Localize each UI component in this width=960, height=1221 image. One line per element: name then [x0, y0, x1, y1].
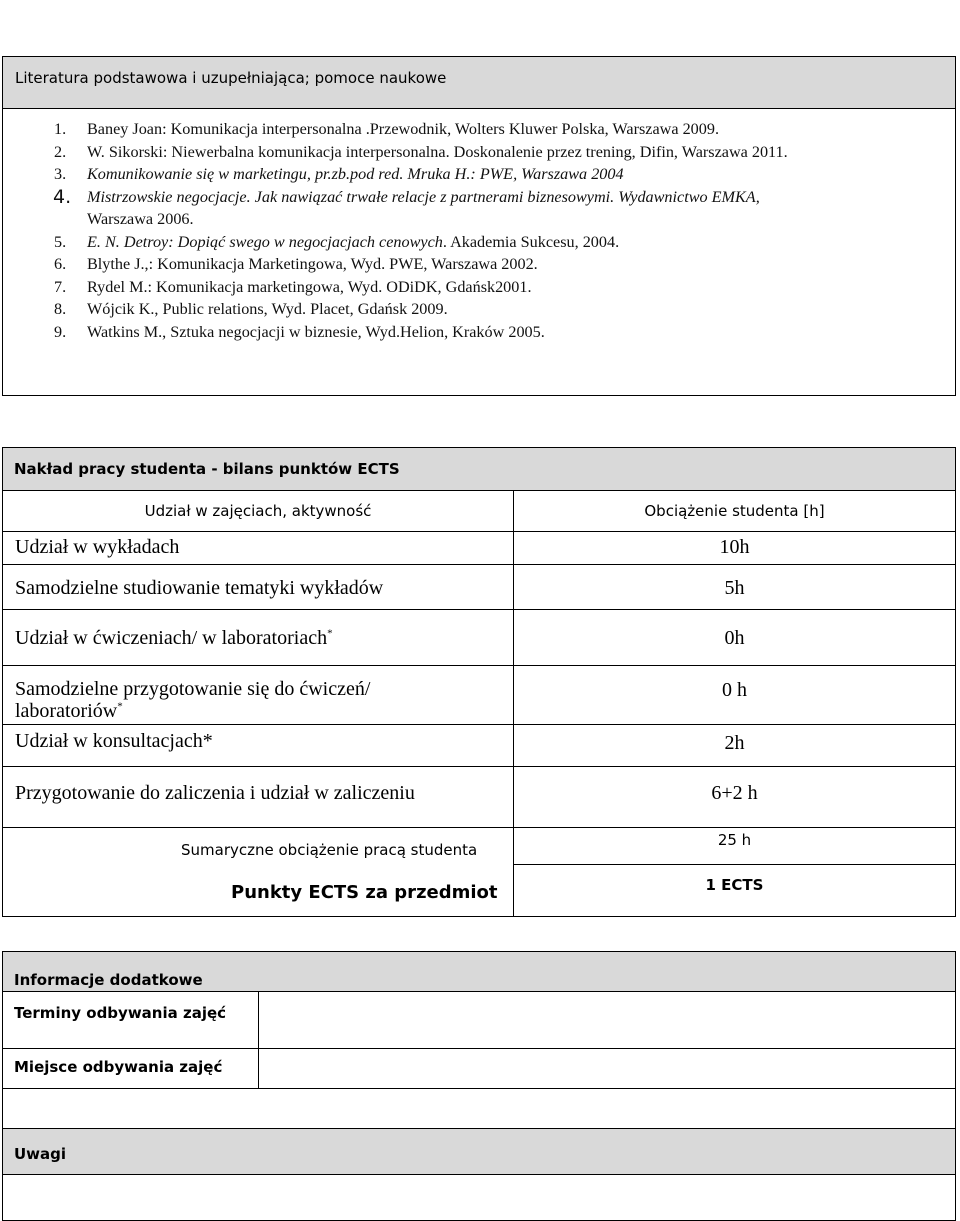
activity-exercise-prep-line1: Samodzielne przygotowanie się do ćwiczeń/: [15, 678, 371, 700]
item-text: Komunikowanie się w marketingu, pr.zb.pod red. Mruka H.: PWE, Warszawa 2004: [87, 165, 624, 183]
notes-label: Uwagi: [14, 1145, 67, 1163]
item-number: 5.: [54, 232, 67, 251]
terms-row: [3, 992, 955, 1049]
item-text: Wójcik K., Public relations, Wyd. Placet, Gdańsk 2009.: [87, 300, 448, 318]
hours-exam-prep: 6+2 h: [711, 782, 758, 804]
terms-label: Terminy odbywania zajęć: [14, 1004, 227, 1022]
item-number: 1.: [54, 120, 67, 138]
literature-item: [3, 141, 955, 164]
row-divider: [3, 531, 955, 532]
item-text: Baney Joan: Komunikacja interpersonalna .Przewodnik, Wolters Kluwer Polska, Warszawa 2009.: [87, 120, 719, 138]
item-number: 3.: [54, 165, 67, 183]
place-row: [3, 1049, 955, 1089]
column-header-activity: Udział w zajęciach, aktywność: [144, 502, 372, 520]
footnote-mark: *: [327, 627, 333, 640]
row-divider: [3, 609, 955, 610]
literature-heading: Literatura podstawowa i uzupełniająca; pomoce naukowe: [3, 57, 955, 109]
footnote-mark: *: [117, 700, 123, 713]
item-number: 8.: [54, 300, 67, 318]
hours-consultations: 2h: [724, 732, 745, 754]
literature-item: [3, 163, 955, 186]
item-text-rest: . Akademia Sukcesu, 2004.: [442, 232, 620, 251]
ects-points-value: 1 ECTS: [705, 876, 764, 894]
total-load-value: 25 h: [717, 831, 752, 849]
ects-heading: Nakład pracy studenta - bilans punktów ECTS: [3, 448, 955, 491]
activity-exercises: [15, 627, 510, 649]
item-number: 2.: [54, 142, 67, 161]
hours-self-study: 5h: [724, 577, 745, 599]
activity-lectures: Udział w wykładach: [15, 536, 180, 558]
column-divider: [258, 1049, 259, 1088]
activity-exam-prep: Przygotowanie do zaliczenia i udział w zaliczeniu: [15, 782, 415, 804]
row-divider: [3, 665, 955, 666]
ects-table: [2, 447, 956, 917]
literature-item: [3, 321, 955, 344]
notes-content-row: [3, 1175, 955, 1220]
info-heading: Informacje dodatkowe: [14, 971, 203, 989]
info-heading-row: [3, 952, 955, 992]
item-number: 7.: [54, 277, 67, 296]
literature-item: [3, 298, 955, 321]
activity-exercise-prep-line2: laboratoriów: [15, 700, 118, 722]
place-label: Miejsce odbywania zajęć: [14, 1058, 223, 1076]
literature-item: [3, 118, 955, 141]
hours-exercises: 0h: [724, 627, 745, 649]
additional-info-table: [2, 951, 956, 1221]
column-header-load: Obciążenie studenta [h]: [644, 502, 825, 520]
item-number: 6.: [54, 255, 67, 273]
column-divider: [258, 992, 259, 1048]
total-load-label: Sumaryczne obciążenie pracą studenta: [181, 841, 478, 859]
activity-exercise-prep: [15, 678, 510, 722]
literature-section: [2, 56, 956, 396]
item-number: 9.: [54, 322, 67, 341]
literature-list: [3, 118, 955, 343]
activity-self-study: Samodzielne studiowanie tematyki wykładów: [15, 577, 384, 599]
row-divider: [3, 564, 955, 565]
item-number: 4.: [53, 185, 72, 208]
row-divider: [514, 864, 955, 865]
ects-points-label: Punkty ECTS za przedmiot: [231, 882, 498, 903]
literature-item: [3, 186, 955, 231]
item-text: Rydel M.: Komunikacja marketingowa, Wyd. ODiDK, Gdańsk2001.: [87, 277, 532, 296]
notes-heading-row: [3, 1129, 955, 1175]
item-text-rest: Warszawa 2006.: [87, 210, 194, 228]
item-text-italic: Mistrzowskie negocjacje. Jak nawiązać trwałe relacje z partnerami biznesowymi. Wydawnictwo EMKA,: [87, 187, 760, 206]
item-text-italic: E. N. Detroy: Dopiąć swego w negocjacjach cenowych: [87, 232, 443, 251]
hours-lectures: 10h: [719, 536, 750, 558]
item-text: W. Sikorski: Niewerbalna komunikacja interpersonalna. Doskonalenie przez trening, Difin, Warszawa 2011.: [87, 142, 788, 161]
row-divider: [3, 827, 955, 828]
literature-item: [3, 231, 955, 254]
activity-consultations: Udział w konsultacjach*: [15, 730, 213, 752]
literature-item: [3, 276, 955, 299]
hours-exercise-prep: 0 h: [722, 679, 747, 701]
activity-exercises-text: Udział w ćwiczeniach/ w laboratoriach: [15, 627, 328, 649]
row-divider: [3, 724, 955, 725]
item-text: Watkins M., Sztuka negocjacji w biznesie, Wyd.Helion, Kraków 2005.: [87, 322, 545, 341]
blank-row: [3, 1089, 955, 1129]
row-divider: [3, 766, 955, 767]
literature-item: [3, 253, 955, 276]
item-text: Blythe J.,: Komunikacja Marketingowa, Wyd. PWE, Warszawa 2002.: [87, 255, 538, 273]
